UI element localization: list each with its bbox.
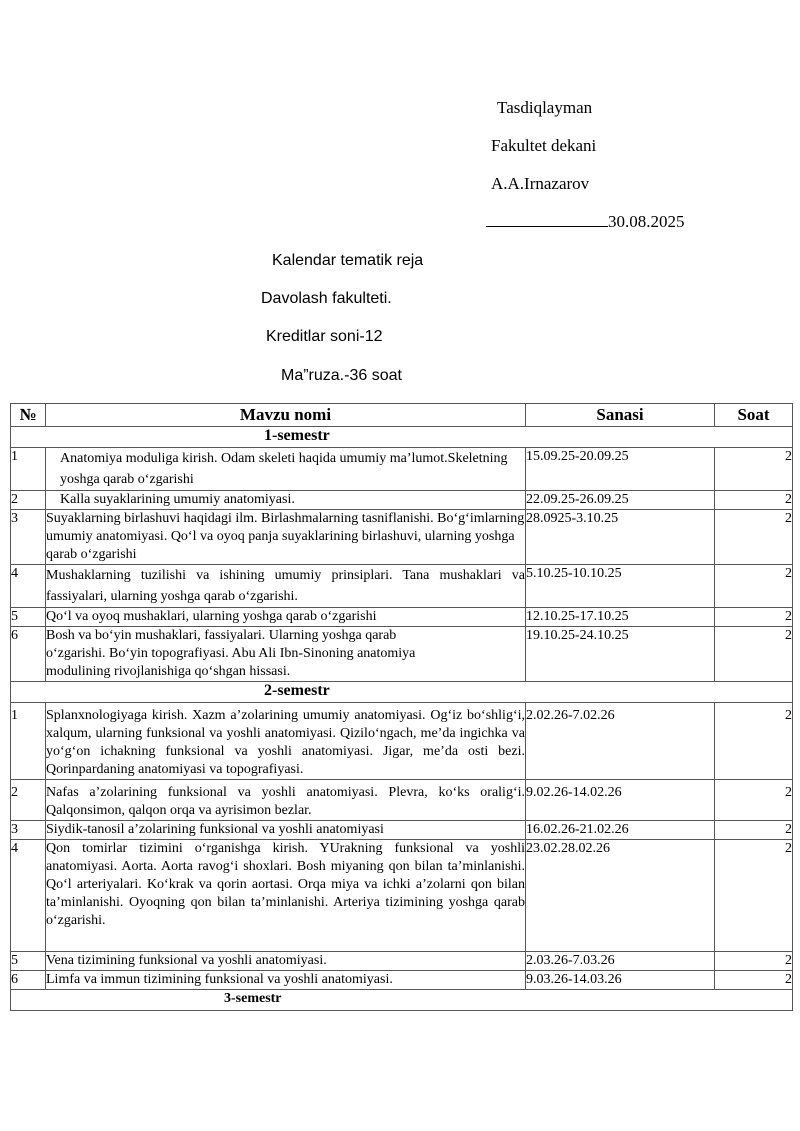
column-header-number: № bbox=[11, 404, 46, 427]
row-date: 12.10.25-17.10.25 bbox=[526, 608, 715, 627]
row-hours: 2 bbox=[715, 840, 793, 952]
row-topic: Suyaklarning birlashuvi haqidagi ilm. Birlashmalarning tasniflanishi. Bo‘g‘imlarning umumiy anatomiyasi. Qo‘l va oyoq panja suyaklarining birlashuvi, ularning yoshga qarab o‘zgarishi bbox=[46, 510, 526, 565]
approval-date-line bbox=[486, 212, 685, 232]
semester-title: 3-semestr bbox=[11, 990, 793, 1011]
row-date: 23.02.28.02.26 bbox=[526, 840, 715, 952]
table-header-row bbox=[11, 404, 793, 427]
row-topic: Mushaklarning tuzilishi va ishining umumiy prinsiplari. Tana mushaklari va fassiyalari, ularning yoshga qarab o‘zgarishi. bbox=[46, 565, 526, 608]
row-date: 9.03.26-14.03.26 bbox=[526, 971, 715, 990]
row-date: 2.03.26-7.03.26 bbox=[526, 952, 715, 971]
row-topic: Qon tomirlar tizimini o‘rganishga kirish. YUrakning funksional va yoshli anatomiyasi. Aorta. Aorta ravog‘i shoxlari. Bosh miyaning qon bilan ta’minlanishi. Qo‘l arteriyalari. Ko‘krak va qorin aortasi. Orqa miya va ichki a’zolarni qon bilan ta’minlanishi. Oyoqning qon bilan ta’minlanishi. Arteriya tizimining yoshga qarab o‘zgarishi. bbox=[46, 840, 526, 952]
signature-line bbox=[486, 212, 608, 227]
row-number: 6 bbox=[11, 971, 46, 990]
approver-position: Fakultet dekani bbox=[491, 136, 597, 155]
row-topic: Splanxnologiyaga kirish. Xazm a’zolarining umumiy anatomiyasi. Og‘iz bo‘shlig‘i, xalqum, ularning funksional va yoshli anatomiyasi. Qizilo‘ngach, me’da ingichka va yo‘g‘on ichakning funksional va yoshli anatomiyasi. Jigar, me’da osti bezi. Qorinpardaning anatomiyasi va topografiyasi. bbox=[46, 703, 526, 780]
semester-row bbox=[11, 427, 793, 448]
row-topic: Qo‘l va oyoq mushaklari, ularning yoshga qarab o‘zgarishi bbox=[46, 608, 526, 627]
row-topic: Kalla suyaklarining umumiy anatomiyasi. bbox=[46, 491, 526, 510]
semester-title: 1-semestr bbox=[11, 427, 793, 448]
row-hours: 2 bbox=[715, 780, 793, 821]
row-hours: 2 bbox=[715, 491, 793, 510]
approval-date: 30.08.2025 bbox=[608, 212, 685, 231]
semester-row bbox=[11, 682, 793, 703]
row-topic: Nafas a’zolarining funksional va yoshli anatomiyasi. Plevra, ko‘ks oralig‘i. Qalqonsimon, qalqon orqa va ayrisimon bezlar. bbox=[46, 780, 526, 821]
row-date: 16.02.26-21.02.26 bbox=[526, 821, 715, 840]
credits-count: Kreditlar soni-12 bbox=[266, 328, 383, 345]
row-date: 15.09.25-20.09.25 bbox=[526, 448, 715, 491]
table-row bbox=[11, 952, 793, 971]
row-number: 1 bbox=[11, 448, 46, 491]
row-date: 5.10.25-10.10.25 bbox=[526, 565, 715, 608]
row-date: 22.09.25-26.09.25 bbox=[526, 491, 715, 510]
row-number: 1 bbox=[11, 703, 46, 780]
row-number: 5 bbox=[11, 952, 46, 971]
row-number: 5 bbox=[11, 608, 46, 627]
row-topic: Siydik-tanosil a’zolarining funksional va yoshli anatomiyasi bbox=[46, 821, 526, 840]
table-row bbox=[11, 608, 793, 627]
row-hours: 2 bbox=[715, 565, 793, 608]
row-topic: Vena tizimining funksional va yoshli anatomiyasi. bbox=[46, 952, 526, 971]
row-number: 4 bbox=[11, 565, 46, 608]
table-row bbox=[11, 448, 793, 491]
table-row bbox=[11, 491, 793, 510]
column-header-date: Sanasi bbox=[526, 404, 715, 427]
row-date: 19.10.25-24.10.25 bbox=[526, 627, 715, 682]
row-number: 3 bbox=[11, 510, 46, 565]
row-number: 3 bbox=[11, 821, 46, 840]
row-hours: 2 bbox=[715, 510, 793, 565]
table-row bbox=[11, 780, 793, 821]
table-row bbox=[11, 627, 793, 682]
row-topic: Anatomiya moduliga kirish. Odam skeleti haqida umumiy ma’lumot.Skeletning yoshga qarab o‘zgarishi bbox=[46, 448, 526, 491]
table-row bbox=[11, 703, 793, 780]
row-date: 2.02.26-7.02.26 bbox=[526, 703, 715, 780]
approve-label: Tasdiqlayman bbox=[497, 98, 593, 117]
calendar-plan-table bbox=[10, 403, 793, 1011]
column-header-topic: Mavzu nomi bbox=[46, 404, 526, 427]
table-row bbox=[11, 840, 793, 952]
row-date: 28.0925-3.10.25 bbox=[526, 510, 715, 565]
table-row bbox=[11, 971, 793, 990]
table-row bbox=[11, 821, 793, 840]
row-hours: 2 bbox=[715, 608, 793, 627]
row-number: 2 bbox=[11, 780, 46, 821]
row-date: 9.02.26-14.02.26 bbox=[526, 780, 715, 821]
row-topic: Bosh va bo‘yin mushaklari, fassiyalari. Ularning yoshga qarab o‘zgarishi. Bo‘yin topografiyasi. Abu Ali Ibn-Sinoning anatomiya modulining rivojlanishiga qo‘shgan hissasi. bbox=[46, 627, 526, 682]
row-hours: 2 bbox=[715, 627, 793, 682]
document-title: Kalendar tematik reja bbox=[272, 252, 424, 269]
semester-row bbox=[11, 990, 793, 1011]
row-number: 4 bbox=[11, 840, 46, 952]
approver-name: A.A.Irnazarov bbox=[491, 174, 590, 193]
row-hours: 2 bbox=[715, 952, 793, 971]
row-hours: 2 bbox=[715, 821, 793, 840]
table-row bbox=[11, 510, 793, 565]
faculty-name: Davolash fakulteti. bbox=[261, 290, 392, 307]
row-number: 6 bbox=[11, 627, 46, 682]
table-row bbox=[11, 565, 793, 608]
row-topic: Limfa va immun tizimining funksional va yoshli anatomiyasi. bbox=[46, 971, 526, 990]
semester-title: 2-semestr bbox=[11, 682, 793, 703]
row-hours: 2 bbox=[715, 703, 793, 780]
row-number: 2 bbox=[11, 491, 46, 510]
row-hours: 2 bbox=[715, 448, 793, 491]
row-hours: 2 bbox=[715, 971, 793, 990]
column-header-hours: Soat bbox=[715, 404, 793, 427]
lecture-hours: Ma”ruza.-36 soat bbox=[281, 367, 402, 384]
